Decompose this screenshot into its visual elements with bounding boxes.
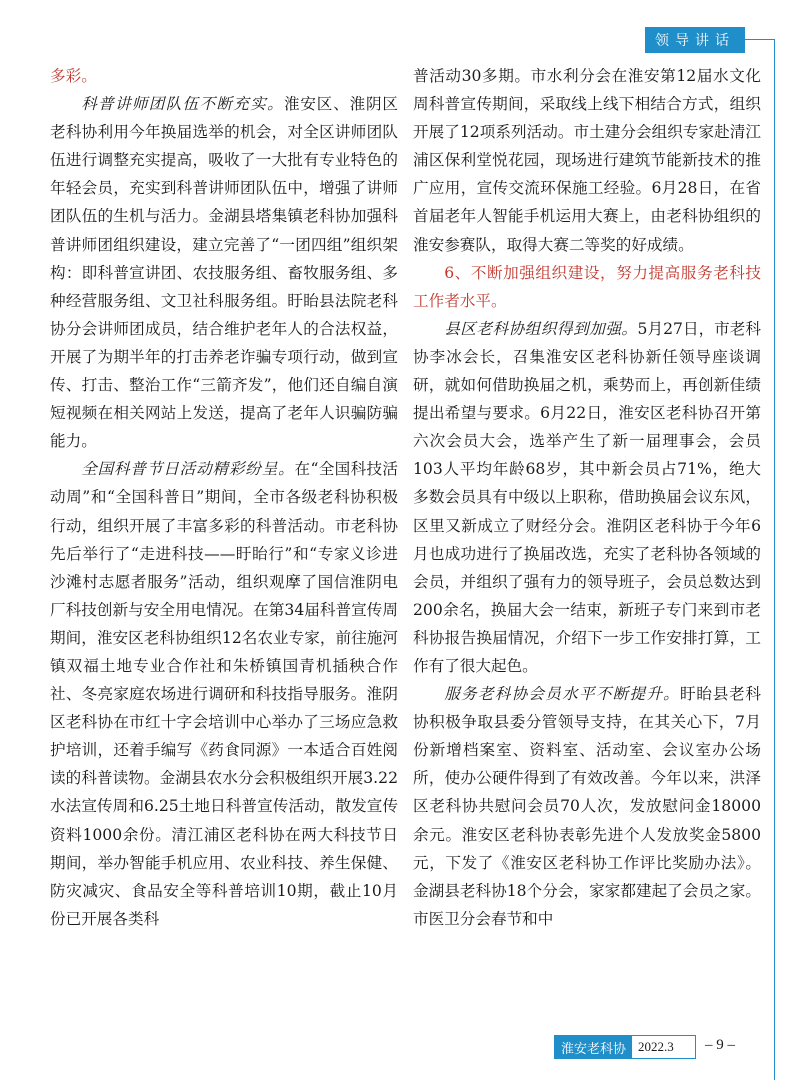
- paragraph: [413, 315, 761, 680]
- paragraph-lead: 服务老科协会员水平不断提升。: [444, 685, 681, 704]
- continuation-text: 多彩。: [50, 67, 97, 85]
- journal-name: 淮安老科协: [555, 1036, 632, 1058]
- left-column: [50, 62, 398, 933]
- paragraph-lead: 科普讲师团队伍不断充实。: [81, 95, 284, 114]
- header-rule: [745, 39, 775, 40]
- paragraph-lead: 全国科普节日活动精彩纷呈。: [81, 460, 295, 479]
- section-heading: 6、不断加强组织建设，努力提高服务老科技工作者水平。: [413, 263, 761, 310]
- paragraph: 普活动30多期。市水利分会在淮安第12届水文化周科普宣传期间，采取线上线下相结合方式，组织开展了12项系列活动。市土建分会组织专家赴清江浦区保利堂悦花园，现场进行建筑节能新技术的推广应用，宣传交流环保施工经验。6月28日，在省首届老年人智能手机运用大赛上，由老科协组织的淮安参赛队，取得大赛二等奖的好成绩。: [413, 67, 761, 254]
- paragraph-body: 5月27日，市老科协李冰会长，召集淮安区老科协新任领导座谈调研，就如何借助换届之机，乘势而上，再创新佳绩提出希望与要求。6月22日，淮安区老科协召开第六次会员大会，选举产生了新一届理事会，会员103人平均年龄68岁，其中新会员占71%，绝大多数会员具有中级以上职称，借助换届会议东风，区里又新成立了财经分会。淮阴区老科协于今年6月也成功进行了换届改选，充实了老科协各领域的会员，并组织了强有力的领导班子，会员总数达到200余名，换届大会一结束，新班子专门来到市老科协报告换届情况，介绍下一步工作安排打算，工作有了很大起色。: [413, 319, 762, 675]
- section-header-tab: 领导讲话: [645, 27, 745, 53]
- paragraph-lead: 县区老科协组织得到加强。: [444, 319, 638, 338]
- paragraph: [413, 680, 761, 933]
- paragraph-body: 盱眙县老科协积极争取县委分管领导支持，在其关心下，7月份新增档案室、资料室、活动室、会议室办公场所，使办公硬件得到了有效改善。今年以来，洪泽区老科协共慰问会员70人次，发放慰问金18000余元。淮安区老科协表彰先进个人发放奖金5800元，下发了《淮安区老科协工作评比奖励办法》。金湖县老科协18个分会，家家都建起了会员之家。市医卫分会春节和中: [413, 685, 761, 928]
- paragraph-body: 在“全国科技活动周”和“全国科普日”期间，全市各级老科协积极行动，组织开展了丰富多彩的科普活动。市老科协先后举行了“走进科技——盱眙行”和“专家义诊进沙滩村志愿者服务”活动，组织观摩了国信淮阴电厂科技创新与安全用电情况。在第34届科普宣传周期间，淮安区老科协组织12名农业专家，前往施河镇双福土地专业合作社和朱桥镇国青机插秧合作社、冬亮家庭农场进行调研和科技指导服务。淮阴区老科协在市红十字会培训中心举办了三场应急救护培训，还着手编写《药食同源》一本适合百姓阅读的科普读物。金湖县农水分会积极组织开展3.22水法宣传周和6.25土地日科普宣传活动，散发宣传资料1000余份。清江浦区老科协在两大科技节日期间，举办智能手机应用、农业科技、养生保健、防灾减灾、食品安全等科普培训10期，截止10月份已开展各类科: [50, 460, 398, 928]
- margin-rule: [774, 39, 775, 1080]
- right-column: [413, 62, 761, 933]
- issue-number: 2022.3: [638, 1039, 674, 1054]
- paragraph: [50, 90, 398, 455]
- page-number: – 9 –: [705, 1037, 735, 1053]
- footer-badge: [554, 1035, 696, 1059]
- paragraph: [50, 455, 398, 933]
- paragraph-body: 淮安区、淮阴区老科协利用今年换届选举的机会，对全区讲师团队伍进行调整充实提高，吸收了一大批有专业特色的年轻会员，充实到科普讲师团队伍中，增强了讲师团队伍的生机与活力。金湖县塔集镇老科协加强科普讲师团组织建设，建立完善了“一团四组”组织架构：即科普宣讲团、农技服务组、畜牧服务组、多种经营服务组、文卫社科服务组。盱眙县法院老科协分会讲师团成员，结合维护老年人的合法权益，开展了为期半年的打击养老诈骗专项行动，做到宣传、打击、整治工作“三箭齐发”，他们还自编自演短视频在相关网站上发送，提高了老年人识骗防骗能力。: [50, 95, 398, 451]
